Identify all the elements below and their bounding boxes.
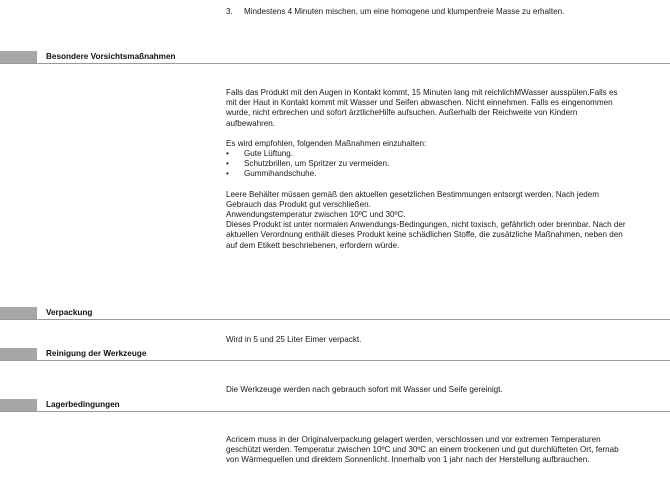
verpackung-content [226,335,626,345]
cleaning-text: Die Werkzeuge werden nach gebrauch sofort mit Wasser und Seife gereinigt. [226,385,503,394]
section-marker [0,307,37,319]
section-header-vorsicht [0,51,670,64]
section-marker [0,348,37,360]
recommendation-intro: Es wird empfohlen, folgenden Maßnahmen einzuhalten: [226,138,427,148]
section-title: Verpackung [46,308,93,317]
first-aid-paragraph: Falls das Produkt mit den Augen in Kontakt kommt, 15 Minuten lang mit reichlichMWasser ausspülen.Falls es mit der Haut in Kontakt kommt mit Wasser und Seifen abwaschen. Nicht einnehmen. Falls es eingenommen wurde, nicht erbrechen und sofort ärztlicheHilfe aufsuchen. Außerhalb der Reichweite von Kindern aufbewahren. [226,88,618,128]
step-number: 3. [226,7,233,16]
section-title: Lagerbedingungen [46,400,120,409]
step-text: Mindestens 4 Minuten mischen, um eine homogene und klumpenfreie Masse zu erhalten. [244,7,565,16]
disposal-paragraph: Leere Behälter müssen gemäß den aktuellen gesetzlichen Bestimmungen entsorgt werden. Nach jedem Gebrauch das Produkt gut verschließen. [226,189,599,209]
section-header-verpackung [0,307,670,320]
list-item: • Schutzbrillen, um Spritzer zu vermeiden. [226,159,626,169]
section-header-reinigung [0,348,670,361]
section-title: Besondere Vorsichtsmaßnahmen [46,52,176,61]
section-marker [0,51,37,63]
section-title: Reinigung der Werkzeuge [46,349,147,358]
section-marker [0,399,37,411]
measures-list [226,149,626,180]
application-temperature: Anwendungstemperatur zwischen 10ºC und 30ºC. [226,210,406,220]
reinigung-content [226,385,626,395]
storage-text: Acricem muss in der Originalverpackung gelagert werden, verschlossen und vor extremen Temperaturen geschützt werden. Temperatur zwischen 10ºC und 30ºC an einem trockenen und gut durchlüfteten Ort, fernab von Wärmequellen und direktem Sonnenlicht. Innerhalb von 1 jahr nach der Herstellung aufbrauchen. [226,435,619,465]
packaging-text: Wird in 5 und 25 Liter Eimer verpackt. [226,335,362,344]
section-header-lager [0,399,670,412]
lager-content [226,435,626,466]
vorsicht-content [226,88,626,251]
list-item: • Gute Lüftung. [226,149,626,159]
list-item: • Gummihandschuhe. [226,169,626,179]
mixing-step-3 [226,7,626,17]
safety-paragraph: Dieses Produkt ist unter normalen Anwendungs-Bedingungen, nicht toxisch, gefährlich oder brennbar. Nach der aktuellen Verordnung enthält dieses Produkt keine schädlichen Stoffe, die zusätzliche Maßnahmen, neben den auf dem Etikett beschriebenen, erfordern würde. [226,220,626,250]
